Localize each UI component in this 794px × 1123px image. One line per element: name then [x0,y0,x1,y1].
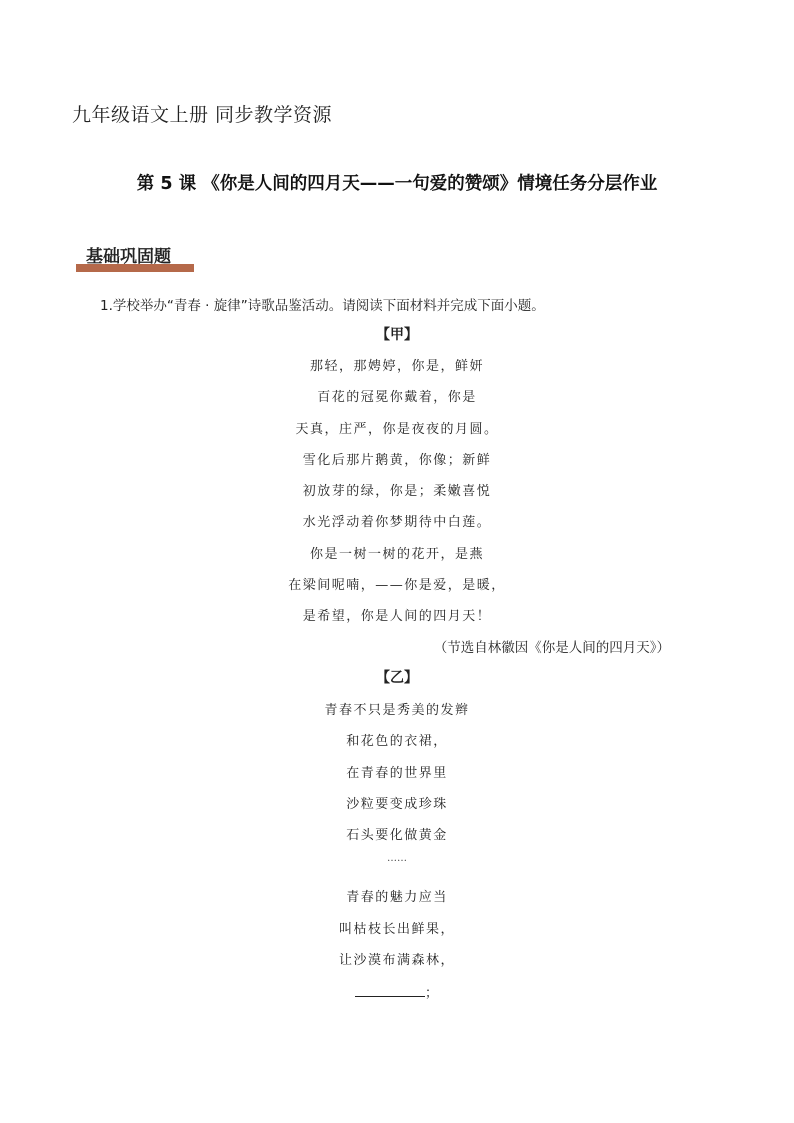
poem-yi-line: 青春不只是秀美的发辫 [324,703,470,718]
poem-jia-marker: 【甲】 [376,327,418,343]
poem-yi-line: 和花色的衣裙， [346,734,448,749]
poem-jia-line: 天真，庄严，你是夜夜的月圆。 [295,422,499,437]
poem-jia-line: 百花的冠冕你戴着，你是 [317,390,477,405]
poem-jia-line: 你是一树一树的花开，是燕 [309,547,484,562]
poem-jia-line: 是希望，你是人间的四月天！ [302,609,492,624]
poem-yi-line: 在青春的世界里 [346,766,448,781]
lesson-title: 第 5 课 《你是人间的四月天——一句爱的赞颂》情境任务分层作业 [136,174,658,194]
question-prompt: 1.学校举办“青春 · 旋律”诗歌品鉴活动。请阅读下面材料并完成下面小题。 [100,298,545,314]
poem-yi-marker: 【乙】 [376,670,418,686]
poem-yi-line: 叫枯枝长出鲜果， [338,922,455,937]
poem-yi-ellipsis: …… [387,853,407,864]
poem-jia-line: 那轻，那娉婷，你是，鲜妍 [309,359,484,374]
poem-jia-line: 初放芽的绿，你是；柔嫩喜悦 [302,484,492,499]
poem-yi-line: 沙粒要变成珍珠 [346,797,448,812]
blank-underline [355,986,425,997]
poem-yi-line: 青春的魅力应当 [346,890,448,905]
poem-jia-line: 雪化后那片鹅黄，你像；新鲜 [302,453,492,468]
poem-yi-line: 石头要化做黄金 [346,828,448,843]
fill-in-blank[interactable] [355,982,438,1001]
page-header: 九年级语文上册 同步教学资源 [72,104,333,126]
poem-jia-line: 水光浮动着你梦期待中白莲。 [302,515,492,530]
section-label: 基础巩固题 [86,247,171,267]
poem-yi-line: 让沙漠布满森林， [338,953,455,968]
poem-jia-line: 在梁间呢喃，——你是爱，是暖， [288,578,506,593]
poem-jia-source: （节选自林徽因《你是人间的四月天》） [433,640,670,656]
blank-end-punct: ； [425,986,439,1001]
